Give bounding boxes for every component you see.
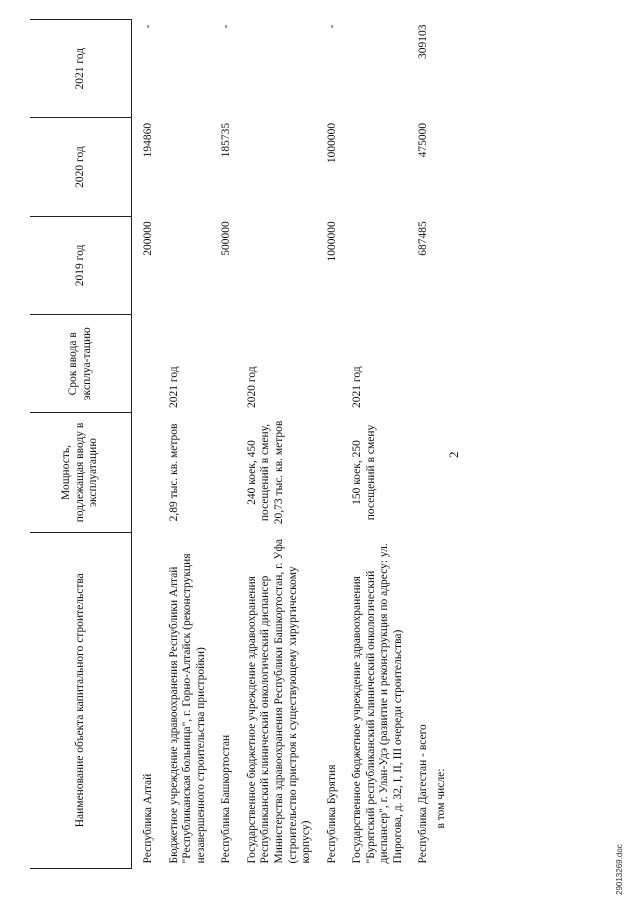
row-deadline [433, 315, 451, 413]
row-capacity [407, 413, 433, 532]
header-2020: 2020 год [30, 118, 132, 216]
row-capacity: 150 коек, 250 посещений в смену [351, 424, 377, 521]
row-deadline: 2021 год [167, 366, 180, 408]
header-deadline: Срок ввода в эксплуа-тацию [30, 315, 132, 413]
row-2021: 309103 [417, 24, 430, 59]
row-2019: 500000 [220, 221, 233, 256]
header-2021: 2021 год [30, 20, 132, 118]
row-2020: 475000 [417, 122, 430, 158]
row-deadline: 2021 год [351, 366, 364, 408]
row-2019: 200000 [142, 221, 154, 256]
header-capacity: Мощность, подлежащая вводу в эксплуатацию [30, 413, 132, 532]
row-2020 [158, 118, 211, 216]
row-capacity: 240 коек, 450 посещений в смену, 20,73 тыс. кв. метров [245, 420, 285, 525]
footer-filename: 29013269.doc [615, 844, 624, 895]
row-2020: 185735 [220, 122, 233, 158]
row-deadline [407, 315, 433, 413]
row-deadline [132, 315, 158, 413]
row-capacity: 2,89 тыс. кв. метров [167, 423, 180, 522]
row-2021: - [220, 24, 233, 29]
row-2020: 194860 [142, 122, 154, 158]
row-2020 [236, 118, 316, 216]
row-2021: - [142, 24, 154, 29]
row-deadline: 2020 год [245, 366, 258, 408]
page-number: 2 [446, 451, 461, 458]
row-capacity [433, 413, 451, 532]
table-row [407, 20, 433, 869]
row-name: Республика Алтай [142, 773, 154, 864]
construction-table [30, 19, 451, 869]
row-name: Бюджетное учреждение здравоохранения Республики Алтай "Республиканская больница", г. Горно-Алтайск (реконструкция незавершенного строительства пристройки) [167, 553, 207, 864]
table-header-row [30, 20, 132, 869]
row-name: Государственное бюджетное учреждение здравоохранения "Бурятский республиканский клинический онкологический диспансер", г. Улан-Удэ (развитие и реконструкция по адресу: ул. Пирогова, д. 32, I, II, III очереди строительства) [351, 543, 404, 864]
row-capacity [210, 413, 236, 532]
row-name: Республика Бурятия [325, 764, 338, 864]
row-name: Государственное бюджетное учреждение здравоохранения Республиканский клинический онкологический диспансер Министерства здравоохранения Республики Башкортостан, г. Уфа (строительство пристроя к существующему хирургическому корпусу) [245, 538, 313, 864]
row-2021 [341, 20, 407, 118]
table-row [341, 20, 407, 869]
row-2019 [341, 216, 407, 314]
row-2021 [433, 20, 451, 118]
row-2020: 1000000 [325, 122, 338, 164]
table-row [210, 20, 236, 869]
row-2019 [158, 216, 211, 314]
header-2019: 2019 год [30, 216, 132, 314]
row-deadline [210, 315, 236, 413]
row-2021: - [325, 24, 338, 29]
row-deadline [316, 315, 342, 413]
row-name: в том числе: [435, 768, 447, 829]
row-name: Республика Дагестан - всего [417, 724, 430, 864]
table-row [132, 20, 158, 869]
row-capacity [132, 413, 158, 532]
row-2021 [236, 20, 316, 118]
table-row [158, 20, 211, 869]
header-name: Наименование объекта капитального строительства [30, 532, 132, 868]
row-name: Республика Башкортостан [220, 734, 233, 864]
row-2019: 687485 [417, 221, 430, 256]
row-2019: 1000000 [325, 221, 338, 262]
row-2021 [158, 20, 211, 118]
table-row [433, 20, 451, 869]
table-row [316, 20, 342, 869]
row-2020 [341, 118, 407, 216]
row-2019 [433, 216, 451, 314]
table-row [236, 20, 316, 869]
row-2020 [433, 118, 451, 216]
row-2019 [236, 216, 316, 314]
row-capacity [316, 413, 342, 532]
